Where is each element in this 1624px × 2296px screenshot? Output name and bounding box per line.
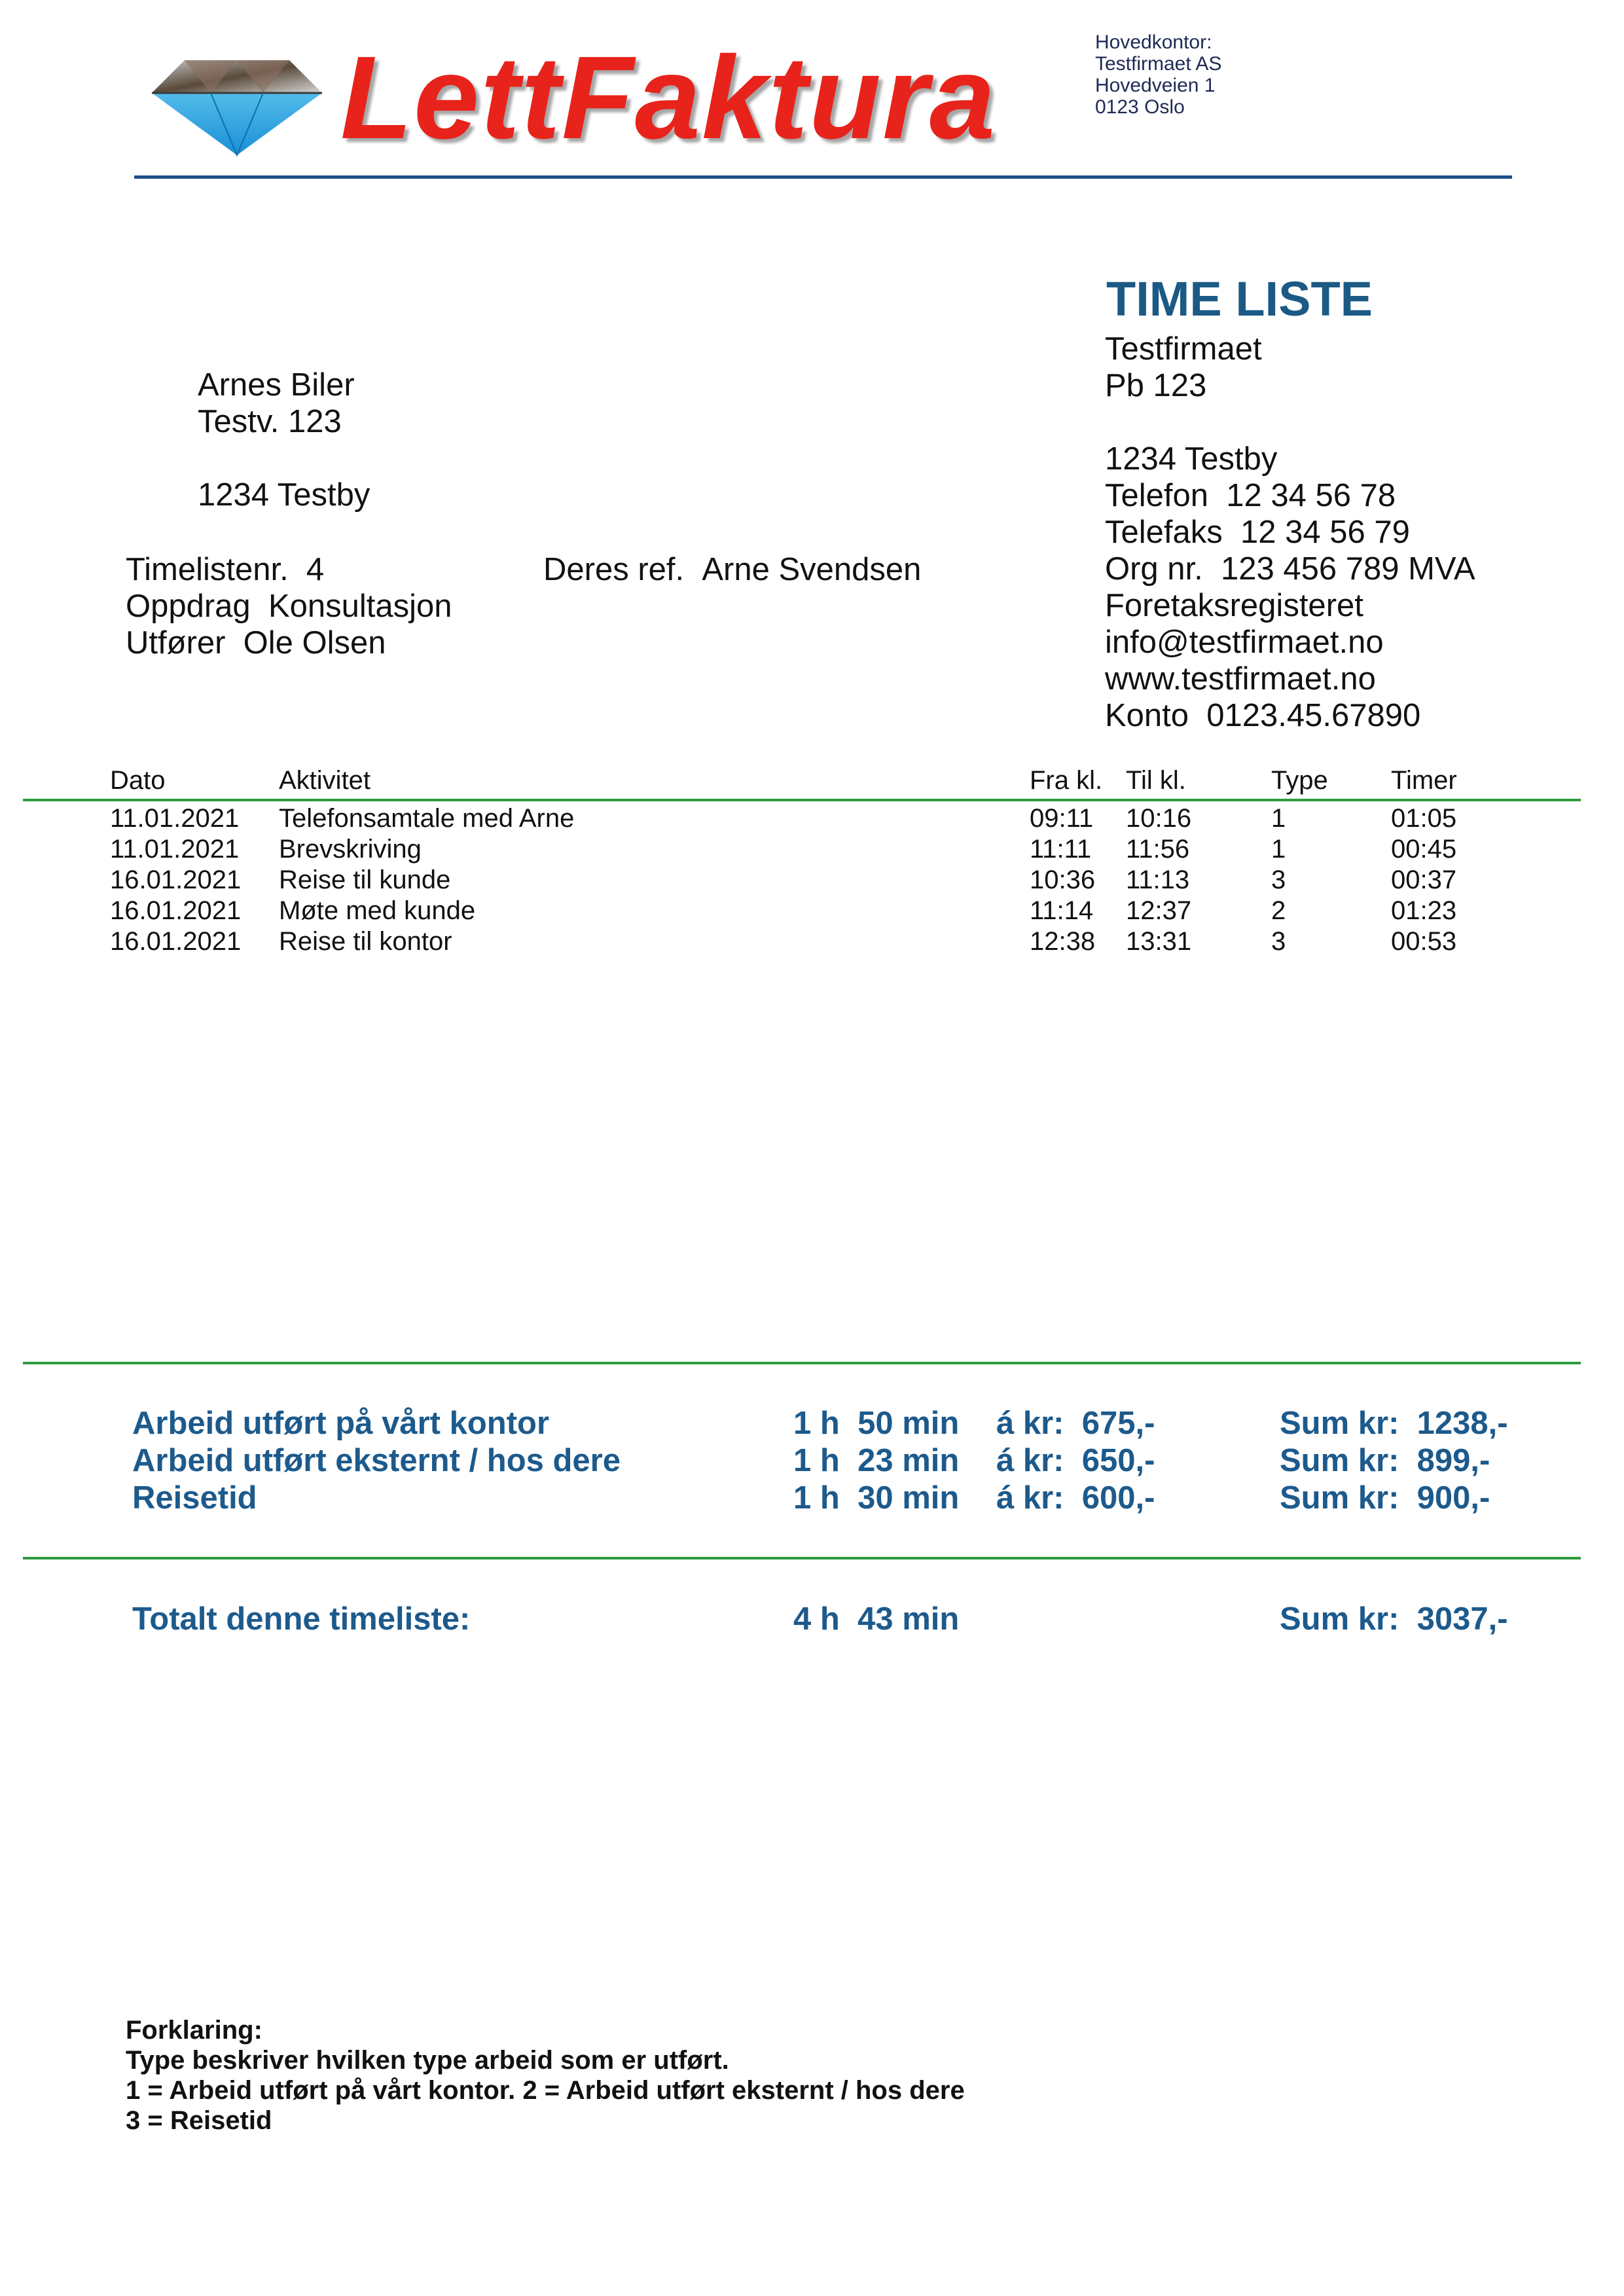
row-activity: Telefonsamtale med Arne (279, 804, 575, 833)
row-from: 11:11 (1030, 835, 1092, 864)
oppdrag-value: Konsultasjon (268, 589, 452, 624)
row-hours: 01:05 (1391, 804, 1457, 833)
recipient-line (198, 440, 370, 477)
sender-line: Org nr. 123 456 789 MVA (1105, 551, 1475, 587)
row-hours: 00:45 (1391, 835, 1457, 864)
table-row (0, 866, 1624, 896)
summary-hours-office: 1 h 50 min (793, 1406, 960, 1441)
summary-rate-office: á kr: 675,- (996, 1406, 1155, 1441)
row-type: 1 (1271, 804, 1286, 833)
row-date: 16.01.2021 (110, 866, 242, 894)
recipient-line: 1234 Testby (198, 477, 370, 513)
column-header-date: Dato (110, 766, 166, 795)
row-from: 11:14 (1030, 896, 1094, 925)
total-hours: 4 h 43 min (793, 1601, 960, 1637)
timeliste-label: Timelistenr. (126, 552, 289, 587)
row-type: 3 (1271, 866, 1286, 894)
row-date: 16.01.2021 (110, 896, 242, 925)
summary-hours-travel: 1 h 30 min (793, 1480, 960, 1516)
timeliste-number: 4 (306, 552, 325, 587)
total-sum: Sum kr: 3037,- (1280, 1601, 1508, 1637)
sender-line: 1234 Testby (1105, 441, 1278, 477)
table-row (0, 927, 1624, 958)
row-from: 10:36 (1030, 866, 1096, 894)
head-office-address (1095, 31, 1221, 118)
row-to: 10:16 (1126, 804, 1192, 833)
summary-sum-external: Sum kr: 899,- (1280, 1443, 1490, 1478)
summary-label-office: Arbeid utført på vårt kontor (132, 1406, 550, 1441)
ref-value: Arne Svendsen (702, 552, 922, 587)
document-title: TIME LISTE (1106, 272, 1373, 326)
row-date: 11.01.2021 (110, 835, 240, 864)
recipient-line: Arnes Biler (198, 367, 355, 403)
sender-line: Testfirmaet (1105, 331, 1262, 367)
table-row (0, 804, 1624, 835)
sender-line: Pb 123 (1105, 368, 1207, 403)
timesheet-meta (126, 551, 452, 661)
row-from: 12:38 (1030, 927, 1096, 956)
summary-label-travel: Reisetid (132, 1480, 257, 1516)
column-header-to: Til kl. (1126, 766, 1186, 795)
column-header-hours: Timer (1391, 766, 1457, 795)
sender-line: Konto 0123.45.67890 (1105, 698, 1421, 733)
row-to: 13:31 (1126, 927, 1192, 956)
sender-block (1105, 331, 1475, 734)
summary-rate-external: á kr: 650,- (996, 1443, 1155, 1478)
header-divider (134, 175, 1512, 179)
column-header-type: Type (1271, 766, 1328, 795)
summary-sum-office: Sum kr: 1238,- (1280, 1406, 1508, 1441)
hq-line: Testfirmaet AS (1095, 53, 1222, 75)
sender-line: Foretaksregisteret (1105, 588, 1363, 623)
legend-line: Type beskriver hvilken type arbeid som er utført. (126, 2046, 729, 2075)
summary-label-external: Arbeid utført eksternt / hos dere (132, 1443, 621, 1478)
diamond-logo-icon (145, 47, 329, 158)
recipient-address (198, 367, 370, 513)
row-to: 12:37 (1126, 896, 1192, 925)
row-type: 3 (1271, 927, 1286, 956)
summary-sum-travel: Sum kr: 900,- (1280, 1480, 1490, 1516)
sender-line: www.testfirmaet.no (1105, 661, 1376, 697)
utforer-value: Ole Olsen (243, 625, 386, 661)
hq-line: 0123 Oslo (1095, 96, 1185, 118)
ref-label: Deres ref. (543, 552, 685, 587)
table-row (0, 896, 1624, 927)
summary-top-divider (23, 1362, 1581, 1364)
column-header-from: Fra kl. (1030, 766, 1103, 795)
legend-line: Forklaring: (126, 2016, 262, 2045)
legend-line: 1 = Arbeid utført på vårt kontor. 2 = Arbeid utført eksternt / hos dere (126, 2076, 965, 2105)
recipient-line: Testv. 123 (198, 404, 342, 439)
total-label: Totalt denne timeliste: (132, 1601, 471, 1637)
column-header-activity: Aktivitet (279, 766, 371, 795)
utforer-label: Utfører (126, 625, 226, 661)
row-from: 09:11 (1030, 804, 1094, 833)
row-type: 1 (1271, 835, 1286, 864)
row-type: 2 (1271, 896, 1286, 925)
row-activity: Møte med kunde (279, 896, 476, 925)
sender-line: Telefaks 12 34 56 79 (1105, 515, 1410, 550)
row-to: 11:56 (1126, 835, 1190, 864)
table-row (0, 835, 1624, 866)
row-activity: Reise til kunde (279, 866, 451, 894)
brand-wordmark: LettFaktura (340, 32, 997, 164)
summary-hours-external: 1 h 23 min (793, 1443, 960, 1478)
table-header-divider (23, 799, 1581, 801)
row-hours: 01:23 (1391, 896, 1457, 925)
hq-line: Hovedveien 1 (1095, 75, 1216, 96)
row-hours: 00:37 (1391, 866, 1457, 894)
summary-bottom-divider (23, 1557, 1581, 1559)
row-date: 16.01.2021 (110, 927, 242, 956)
oppdrag-label: Oppdrag (126, 589, 251, 624)
sender-line: info@testfirmaet.no (1105, 625, 1384, 660)
sender-line (1105, 404, 1475, 441)
row-activity: Reise til kontor (279, 927, 452, 956)
sender-line: Telefon 12 34 56 78 (1105, 478, 1396, 513)
type-legend (126, 2015, 965, 2136)
customer-reference (543, 551, 921, 588)
legend-line: 3 = Reisetid (126, 2106, 272, 2135)
summary-rate-travel: á kr: 600,- (996, 1480, 1155, 1516)
row-to: 11:13 (1126, 866, 1190, 894)
row-activity: Brevskriving (279, 835, 422, 864)
row-hours: 00:53 (1391, 927, 1457, 956)
row-date: 11.01.2021 (110, 804, 240, 833)
hq-line: Hovedkontor: (1095, 31, 1212, 53)
